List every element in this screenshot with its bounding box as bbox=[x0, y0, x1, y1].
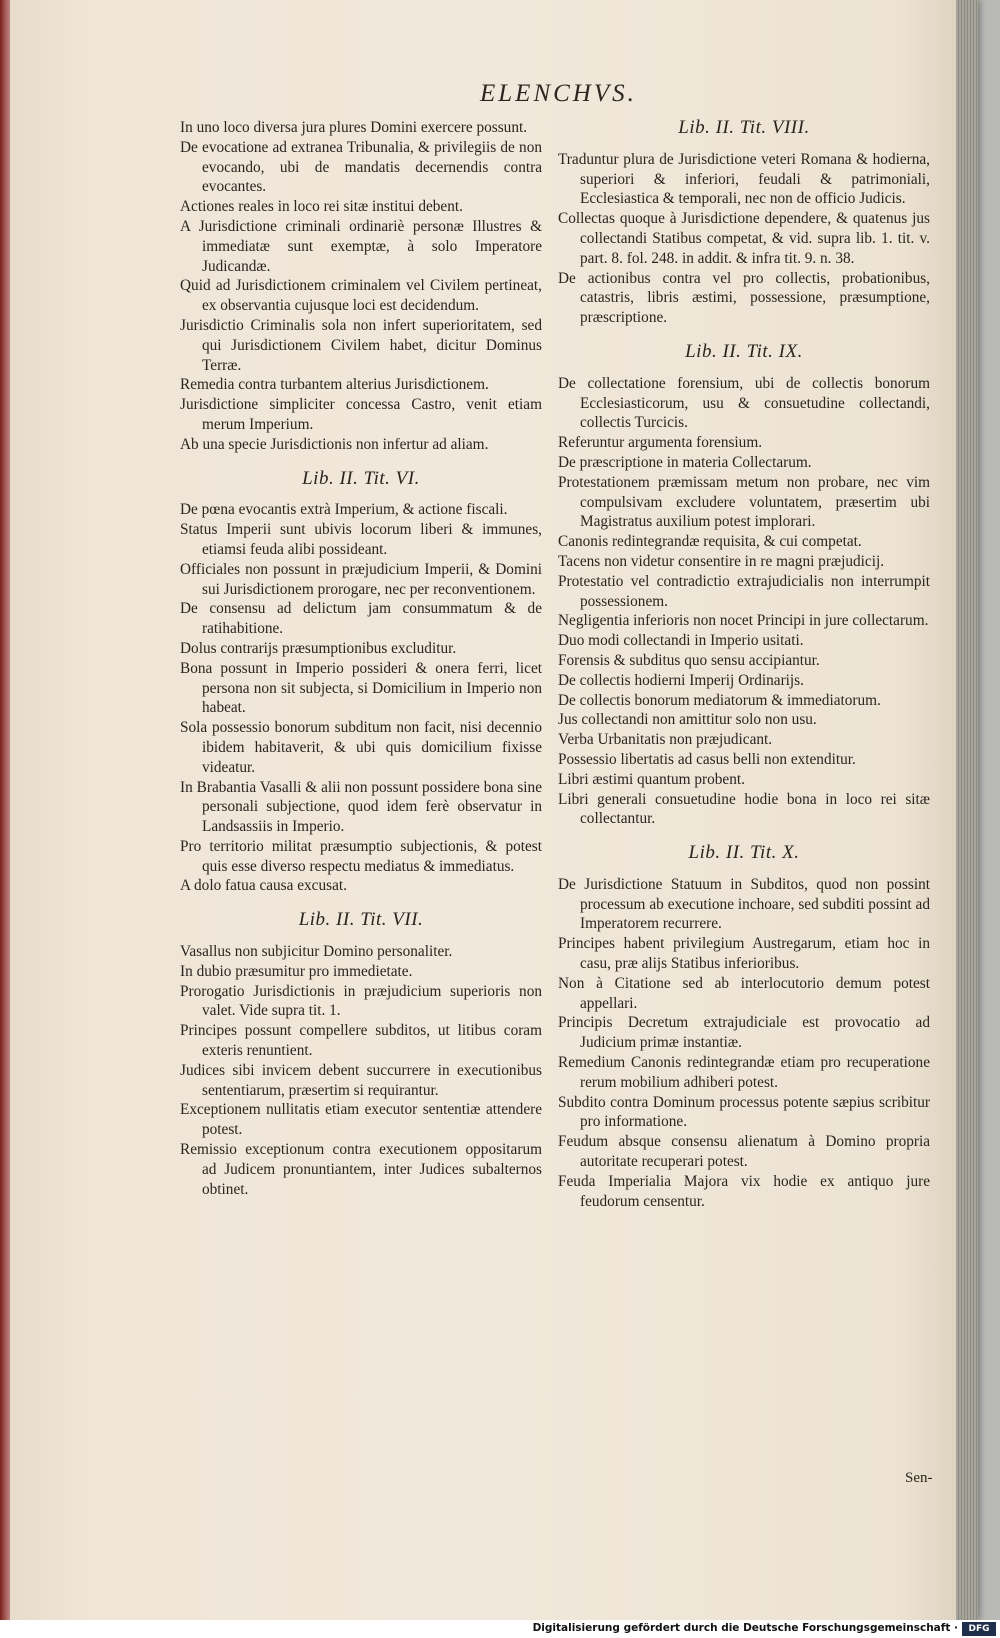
index-entry: Officiales non possunt in præjudicium Imperii, & Domini sui Jurisdictionem prorogare, nec per reconventionem. bbox=[180, 560, 542, 598]
entry-list bbox=[180, 500, 542, 896]
index-entry: In Brabantia Vasalli & alii non possunt possidere bona sine personali subjectione, quod idem ferè observatur in Landsassiis in Imperio. bbox=[180, 778, 542, 836]
section-heading: Lib. II. Tit. VI. bbox=[302, 467, 420, 489]
index-entry: Jus collectandi non amittitur solo non usu. bbox=[558, 711, 817, 729]
digitization-footer bbox=[0, 1620, 1000, 1638]
index-entry: Dolus contrarijs præsumptionibus excluditur. bbox=[180, 639, 457, 657]
index-entry: A dolo fatua causa excusat. bbox=[180, 877, 347, 895]
catchword: Sen- bbox=[905, 1470, 933, 1486]
index-entry: De præscriptione in materia Collectarum. bbox=[558, 453, 812, 471]
index-entry: Remissio exceptionum contra executionem oppositarum ad Judicem pronuntiantem, inter Judices subalternos obtinet. bbox=[180, 1141, 542, 1198]
index-entry: Feuda Imperialia Majora vix hodie ex antiquo jure feudorum censentur. bbox=[558, 1172, 930, 1210]
index-entry: A Jurisdictione criminali ordinariè personæ Illustres & immediatæ sunt exemptæ, à solo Imperatore Judicandæ. bbox=[180, 217, 542, 275]
index-entry: In dubio præsumitur pro immedietate. bbox=[180, 962, 413, 980]
index-entry: Referuntur argumenta forensium. bbox=[558, 434, 763, 452]
index-entry: De evocatione ad extranea Tribunalia, & privilegiis de non evocando, ubi de mandatis decernendis contra evocantes. bbox=[180, 138, 542, 196]
entry-list bbox=[180, 942, 542, 1199]
index-entry: Collectas quoque à Jurisdictione dependere, & quatenus jus collectandi Statibus competat, & vid. supra lib. 1. tit. v. part. 8. fol. 248. in addit. & infra tit. 9. n. 38. bbox=[558, 210, 930, 267]
index-entry: De collectatione forensium, ubi de collectis bonorum Ecclesiasticorum, usu & consuetudine collectandi, collectis Turcicis. bbox=[558, 374, 930, 432]
index-entry: Quid ad Jurisdictionem criminalem vel Civilem pertineat, ex observantia cujusque loci est decidendum. bbox=[180, 277, 542, 315]
index-entry: Protestatio vel contradictio extrajudicialis non interrumpit possessionem. bbox=[558, 572, 930, 610]
index-entry: Verba Urbanitatis non præjudicant. bbox=[558, 731, 773, 749]
index-entry: Protestationem præmissam metum non probare, nec vim compulsivam excludere voluntatem, præsertim ubi Magistratus auxilium potest implorari. bbox=[558, 473, 930, 531]
section-heading: Lib. II. Tit. VIII. bbox=[678, 117, 810, 138]
entry-list bbox=[180, 118, 542, 455]
index-entry: Subdito contra Dominum processus potente sæpius scribitur pro informatione. bbox=[558, 1093, 930, 1131]
section-heading: Lib. II. Tit. VII. bbox=[298, 909, 424, 931]
dfg-logo-icon[interactable]: DFG bbox=[962, 1622, 996, 1636]
section-heading: Lib. II. Tit. X. bbox=[688, 842, 800, 864]
entry-list bbox=[558, 374, 930, 829]
index-entry: Exceptionem nullitatis etiam executor sententiæ attendere potest. bbox=[180, 1101, 542, 1139]
index-entry: Principis Decretum extrajudiciale est provocatio ad Judicium primæ instantiæ. bbox=[558, 1014, 930, 1052]
index-entry: Feudum absque consensu alienatum à Domino propria autoritate recuperari potest. bbox=[558, 1133, 930, 1171]
index-entry: Principes habent privilegium Austregarum, etiam hoc in casu, præ alijs Statibus inferioribus. bbox=[558, 935, 930, 973]
running-head: ELENCHVS. bbox=[480, 80, 637, 107]
index-entry: De pœna evocantis extrà Imperium, & actione fiscali. bbox=[180, 501, 508, 519]
left-column bbox=[180, 118, 542, 1199]
index-entry: Libri æstimi quantum probent. bbox=[558, 770, 745, 788]
index-entry: Sola possessio bonorum subditum non facit, nisi decennio ibidem habitaverit, & ubi quis domicilium fixisse videatur. bbox=[180, 719, 542, 776]
index-entry: Prorogatio Jurisdictionis in præjudicium superioris non valet. Vide supra tit. 1. bbox=[180, 982, 542, 1020]
index-entry: Non à Citatione sed ab interlocutorio demum potest appellari. bbox=[558, 974, 930, 1012]
index-entry: Actiones reales in loco rei sitæ institui debent. bbox=[180, 198, 463, 216]
index-entry: Duo modi collectandi in Imperio usitati. bbox=[558, 632, 804, 650]
entry-list bbox=[558, 150, 930, 328]
book-cover-edge bbox=[0, 0, 10, 1620]
entry-list bbox=[558, 875, 930, 1212]
section-heading: Lib. II. Tit. IX. bbox=[685, 340, 803, 362]
index-entry: Jurisdictione simpliciter concessa Castro, venit etiam merum Imperium. bbox=[180, 396, 542, 433]
index-entry: De actionibus contra vel pro collectis, probationibus, catastris, libris æstimi, possessione, præsumptione, præscriptione. bbox=[558, 269, 930, 327]
page-edges bbox=[956, 0, 978, 1620]
index-entry: Pro territorio militat præsumptio subjectionis, & potest quis esse diverso respectu mediatus & immediatus. bbox=[180, 837, 542, 875]
index-entry: Ab una specie Jurisdictionis non infertur ad aliam. bbox=[180, 435, 489, 453]
index-entry: Negligentia inferioris non nocet Principi in jure collectarum. bbox=[558, 612, 929, 630]
index-entry: Libri generali consuetudine hodie bona in loco rei sitæ collectantur. bbox=[558, 790, 930, 828]
index-entry: De collectis hodierni Imperij Ordinarijs. bbox=[558, 671, 804, 689]
right-column bbox=[558, 118, 930, 1211]
index-entry: De collectis bonorum mediatorum & immediatorum. bbox=[558, 691, 881, 709]
index-entry: Status Imperii sunt ubivis locorum liberi & immunes, etiamsi feuda alibi possideant. bbox=[180, 521, 542, 558]
index-entry: Tacens non videtur consentire in re magni præjudicij. bbox=[558, 552, 885, 570]
index-entry: Traduntur plura de Jurisdictione veteri Romana & hodierna, superiori & inferiori, feudali & patrimoniali, Ecclesiastica & temporali, nec non de officio Judicis. bbox=[558, 150, 930, 208]
index-entry: Canonis redintegrandæ requisita, & cui competat. bbox=[558, 533, 862, 551]
index-entry: De Jurisdictione Statuum in Subditos, quod non possint processum ab executione inchoare, sed subditi possint ad Imperatorem recurrere. bbox=[558, 875, 930, 933]
index-entry: Possessio libertatis ad casus belli non extenditur. bbox=[558, 750, 856, 768]
index-entry: In uno loco diversa jura plures Domini exercere possunt. bbox=[180, 119, 528, 136]
index-entry: Jurisdictio Criminalis sola non infert superioritatem, sed qui Jurisdictionem Civilem habet, dicitur Dominus Terræ. bbox=[180, 316, 542, 374]
index-entry: Principes possunt compellere subditos, ut litibus coram exteris renuntient. bbox=[180, 1022, 542, 1060]
index-entry: Remedium Canonis redintegrandæ etiam pro recuperatione rerum mobilium adhiberi potest. bbox=[558, 1054, 930, 1091]
index-entry: Judices sibi invicem debent succurrere in executionibus sententiarum, præsertim si requirantur. bbox=[180, 1061, 542, 1099]
index-entry: Forensis & subditus quo sensu accipiantur. bbox=[558, 651, 820, 669]
index-entry: Remedia contra turbantem alterius Jurisdictionem. bbox=[180, 376, 489, 394]
footer-credit: Digitalisierung gefördert durch die Deutsche Forschungsgemeinschaft · bbox=[532, 1622, 958, 1634]
index-entry: Bona possunt in Imperio possideri & onera ferri, licet persona non sit subjecta, si Domicilium in Imperio non habeat. bbox=[180, 659, 542, 717]
index-entry: De consensu ad delictum jam consummatum & de ratihabitione. bbox=[180, 600, 542, 638]
index-entry: Vasallus non subjicitur Domino personaliter. bbox=[180, 943, 453, 961]
